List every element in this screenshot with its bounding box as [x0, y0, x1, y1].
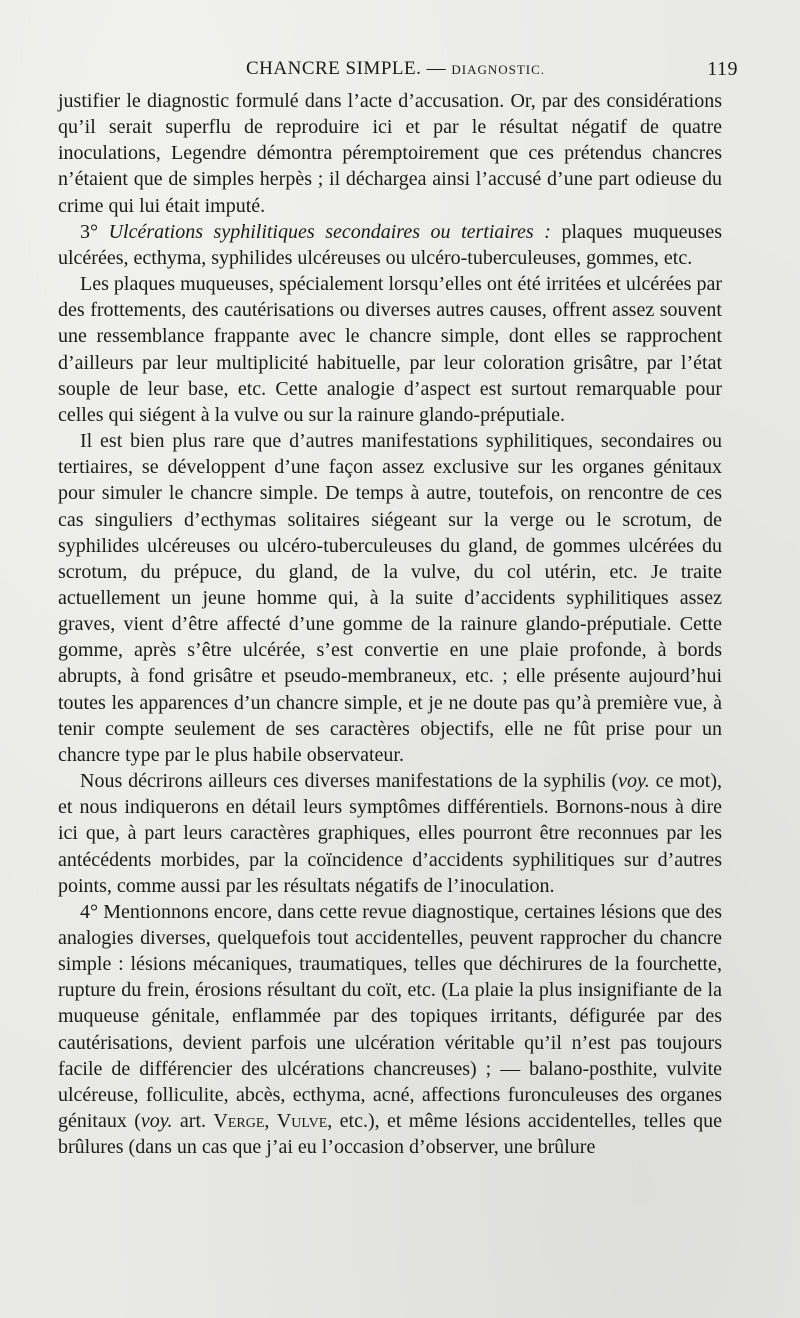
text-segment: 3° [80, 220, 109, 243]
text-segment: ce mot), et nous indiquerons en détail leurs symptômes différentiels. Bornons-nous à dire ici que, à part leurs caractères graphiques, elles pourront être reconnues par les antécédents morbides, par la coïncidence d’accidents syphilitiques sur d’autres points, comme aussi par les résultats négatifs de l’inoculation. [58, 770, 722, 897]
text-segment: art. [172, 1110, 214, 1133]
body-text [58, 88, 722, 1160]
text-segment: , etc.), et même lésions accidentelles, telles que brûlures (dans un cas que j’ai eu l’occasion d’observer, une brûlure [58, 1110, 723, 1159]
text-segment: justifier le diagnostic formulé dans l’acte d’accusation. Or, par des considérations qu’il serait superflu de reproduire ici et par le résultat négatif de quatre inoculations, Legendre démontra péremptoirement que ces prétendus chancres n’étaient que de simples herpès ; il déchargea ainsi l’accusé d’une part odieuse du crime qui lui était imputé. [58, 90, 722, 217]
text-segment: 4° Mentionnons encore, dans cette revue diagnostique, certaines lésions que des analogies diverses, quelquefois tout accidentelles, peuvent rapprocher du chancre simple : lésions mécaniques, traumatiques, telles que déchirures de la fourchette, rupture du frein, érosions résultant du coït, etc. (La plaie la plus insignifiante de la muqueuse génitale, enflammée par des topiques irritants, défigurée par des cautérisations, devient parfois une ulcération véritable qu’il n’est pas toujours facile de différencier des ulcérations chancreuses) ; — balano-posthite, vulvite ulcéreuse, folliculite, abcès, ecthyma, acné, affections furonculeuses des organes génitaux ( [58, 900, 722, 1133]
paragraph-decrirons [58, 768, 722, 899]
text-segment: Il est bien plus rare que d’autres manifestations syphilitiques, secondaires ou tertiaires, se développent d’une façon assez exclusive sur les organes génitaux pour simuler le chancre simple. De temps à autre, toutefois, on rencontre de ces cas singuliers d’ecthymas solitaires siégeant sur la verge ou le scrotum, de syphilides ulcéreuses ou ulcéro-tuberculeuses du gland, de gommes ulcérées du scrotum, du prépuce, du gland, de la vulve, du col utérin, etc. Je traite actuellement un jeune homme qui, à la suite d’accidents syphilitiques assez graves, vient d’être affecté d’une gomme de la rainure glando-préputiale. Cette gomme, après s’être ulcérée, s’est convertie en une plaie profonde, à bords abrupts, à fond grisâtre et pseudo-membraneux, etc. ; elle présente aujourd’hui toutes les apparences d’un chancre simple, et je ne doute pas qu’à première vue, à tenir compte seulement de ses caractères objectifs, elle ne fût prise pour un chancre type par le plus habile observateur. [58, 430, 722, 766]
paragraph-manifestations-rares [58, 428, 722, 768]
running-head-dash: — [426, 58, 447, 79]
text-segment: Nous décrirons ailleurs ces diverses manifestations de la syphilis ( [80, 770, 619, 793]
paragraph-item-3 [58, 219, 722, 271]
page-number: 119 [707, 58, 738, 80]
running-head-title [246, 58, 545, 80]
text-segment: voy. [140, 1110, 173, 1133]
paragraph-plaques-muqueuses [58, 271, 722, 428]
running-head [58, 58, 738, 84]
text-segment: Verge [213, 1110, 265, 1133]
text-segment: , [264, 1110, 277, 1133]
text-segment: Ulcérations syphilitiques secondaires ou tertiaires : [108, 220, 551, 243]
running-head-main: CHANCRE SIMPLE. [246, 58, 422, 79]
running-head-sub: DIAGNOSTIC. [451, 62, 546, 77]
text-segment: plaques muqueuses ulcérées, ecthyma, syphilides ulcéreuses ou ulcéro-tuberculeuses, gommes, etc. [58, 220, 722, 269]
paragraph-item-4 [58, 899, 722, 1161]
paragraph-continuation [58, 88, 722, 219]
text-segment: Vulve [276, 1110, 328, 1133]
text-segment: Les plaques muqueuses, spécialement lorsqu’elles ont été irritées et ulcérées par des frottements, des cautérisations ou diverses autres causes, offrent assez souvent une ressemblance frappante avec le chancre simple, dont elles se rapprochent d’ailleurs par leur multiplicité habituelle, par leur coloration grisâtre, par l’état souple de leur base, etc. Cette analogie d’aspect est surtout remarquable pour celles qui siégent à la vulve ou sur la rainure glando-préputiale. [58, 273, 722, 426]
text-segment: voy. [618, 770, 650, 793]
